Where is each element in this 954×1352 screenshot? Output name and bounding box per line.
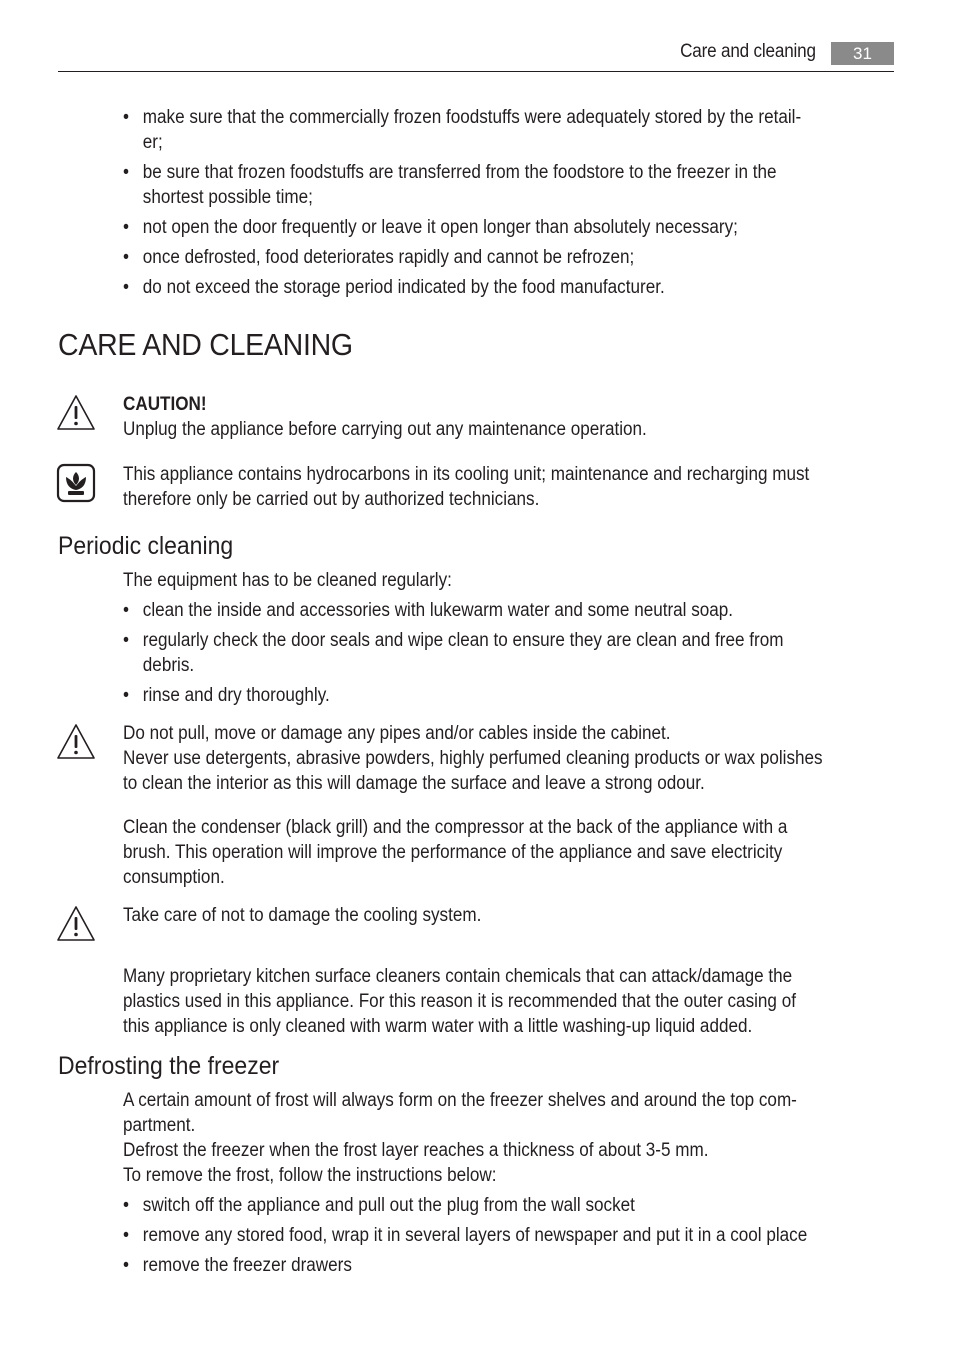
list-item: • remove any stored food, wrap it in several layers of newspaper and put it in a cool place: [123, 1225, 808, 1246]
caution-block: [123, 392, 895, 442]
bullet: •: [123, 277, 129, 298]
list-item: • make sure that the commercially frozen foodstuffs were adequately stored by the retail- er;: [123, 107, 802, 153]
running-header: [58, 38, 894, 72]
section-title: Care and cleaning: [680, 41, 816, 62]
defrost-bullet-list: [123, 1193, 954, 1283]
caution-text: Unplug the appliance before carrying out any maintenance operation.: [123, 419, 647, 440]
cooling-warning: Take care of not to damage the cooling system.: [123, 905, 482, 926]
bullet: •: [123, 247, 129, 268]
defrost-intro: A certain amount of frost will always form on the freezer shelves and around the top com- partment. Defrost the freezer when the frost layer reaches a thickness of about 3-5 mm. To remove the frost, follow the instructions below:: [123, 1090, 797, 1186]
warning-triangle-icon: [56, 393, 96, 433]
intro-bullet-list: [123, 105, 954, 305]
page-number: 31: [831, 42, 894, 65]
bullet: •: [123, 685, 129, 706]
condenser-text: Clean the condenser (black grill) and the compressor at the back of the appliance with a brush. This operation will improve the performance of the appliance and save electricity consumption.: [123, 817, 788, 888]
list-item: • rinse and dry thoroughly.: [123, 685, 330, 706]
warning-triangle-icon: [56, 722, 96, 762]
periodic-cleaning-heading: Periodic cleaning: [58, 532, 234, 560]
bullet: •: [123, 217, 129, 238]
list-item: • once defrosted, food deteriorates rapidly and cannot be refrozen;: [123, 247, 635, 268]
list-item: • switch off the appliance and pull out the plug from the wall socket: [123, 1195, 635, 1216]
environment-icon: [56, 463, 96, 503]
bullet: •: [123, 1255, 129, 1276]
page-title: CARE AND CLEANING: [58, 327, 353, 362]
bullet: •: [123, 162, 129, 183]
bullet: •: [123, 600, 129, 621]
bullet: •: [123, 1195, 129, 1216]
bullet: •: [123, 630, 129, 651]
periodic-bullet-list: [123, 598, 954, 713]
defrosting-heading: Defrosting the freezer: [58, 1052, 280, 1080]
environment-note: This appliance contains hydrocarbons in its cooling unit; maintenance and recharging must therefore only be carried out by authorized technicians.: [123, 464, 810, 510]
list-item: • be sure that frozen foodstuffs are transferred from the foodstore to the freezer in the shortest possible time;: [123, 162, 777, 208]
list-item: • do not exceed the storage period indicated by the food manufacturer.: [123, 277, 665, 298]
list-item: • remove the freezer drawers: [123, 1255, 352, 1276]
periodic-intro: The equipment has to be cleaned regularly:: [123, 570, 452, 591]
bullet: •: [123, 107, 129, 128]
pipes-warning: Do not pull, move or damage any pipes and/or cables inside the cabinet. Never use detergents, abrasive powders, highly perfumed cleaning products or wax polishes to clean the interior as this will damage the surface and leave a strong odour.: [123, 723, 823, 794]
cleaners-text: Many proprietary kitchen surface cleaners contain chemicals that can attack/damage the plastics used in this appliance. For this reason it is recommended that the outer casing of this appliance is only cleaned with warm water with a little washing-up liquid added.: [123, 966, 796, 1037]
list-item: • clean the inside and accessories with lukewarm water and some neutral soap.: [123, 600, 734, 621]
bullet: •: [123, 1225, 129, 1246]
warning-triangle-icon: [56, 904, 96, 944]
list-item: • regularly check the door seals and wipe clean to ensure they are clean and free from debris.: [123, 630, 784, 676]
list-item: • not open the door frequently or leave it open longer than absolutely necessary;: [123, 217, 738, 238]
caution-label: CAUTION!: [123, 394, 207, 415]
